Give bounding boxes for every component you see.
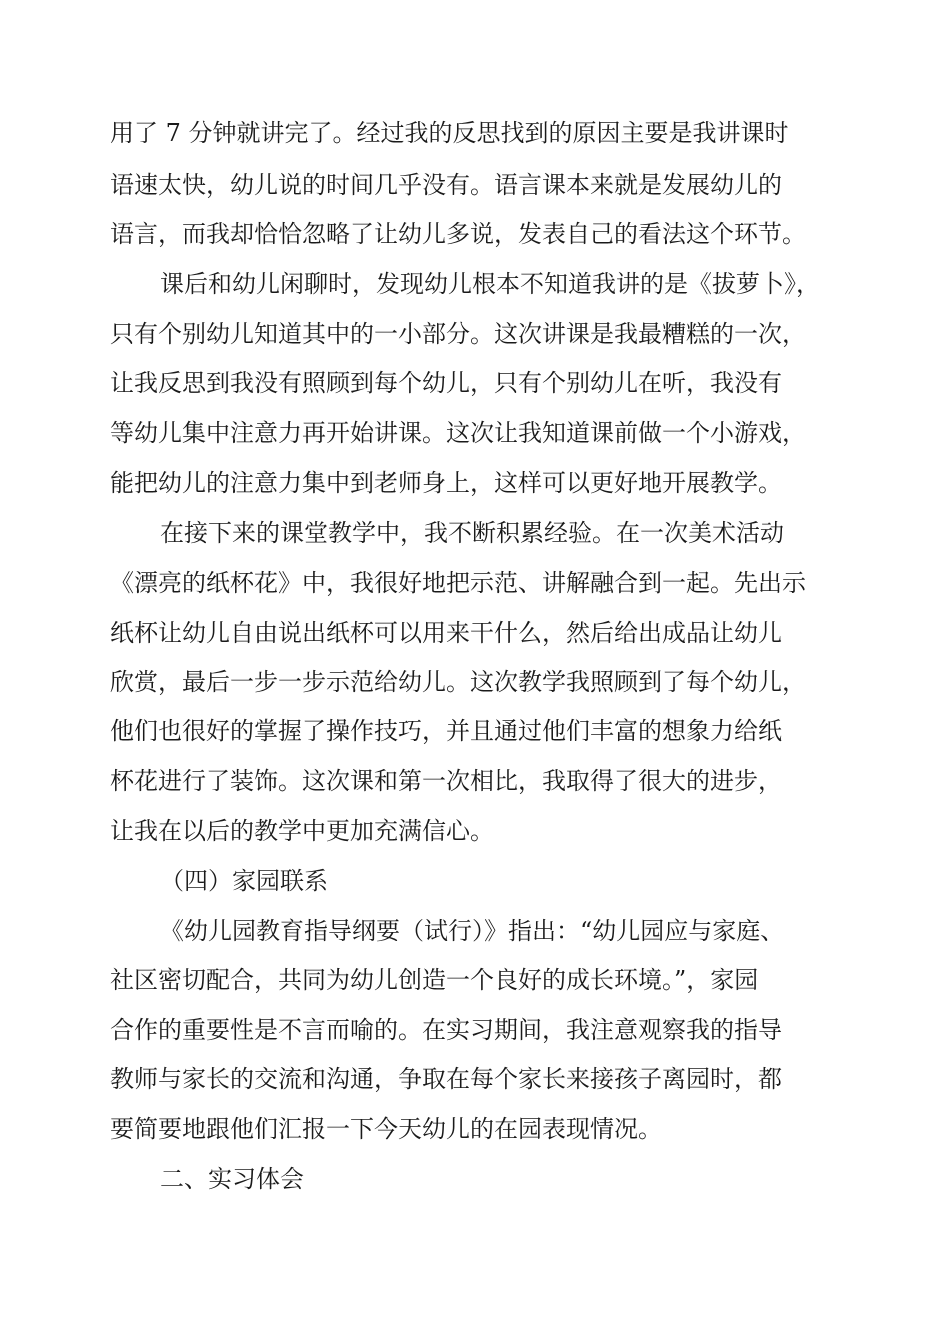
text-line: 语言，而我却恰恰忽略了让幼儿多说，发表自己的看法这个环节。 (110, 220, 806, 248)
text-line: 纸杯让幼儿自由说出纸杯可以用来干什么，然后给出成品让幼儿 (110, 619, 782, 647)
text-line: 等幼儿集中注意力再开始讲课。这次让我知道课前做一个小游戏， (110, 419, 806, 447)
chapter-heading: 二、实习体会 (160, 1165, 304, 1193)
text-line: 在接下来的课堂教学中，我不断积累经验。在一次美术活动 (160, 519, 784, 547)
text-line: 语速太快，幼儿说的时间几乎没有。语言课本来就是发展幼儿的 (110, 171, 782, 199)
text-line: 课后和幼儿闲聊时，发现幼儿根本不知道我讲的是《拔萝卜》， (160, 270, 820, 298)
text-line: 只有个别幼儿知道其中的一小部分。这次讲课是我最糟糕的一次， (110, 320, 806, 348)
text-line: 让我反思到我没有照顾到每个幼儿，只有个别幼儿在听，我没有 (110, 369, 782, 397)
text-line: 《漂亮的纸杯花》中，我很好地把示范、讲解融合到一起。先出示 (110, 569, 806, 597)
text-line: 合作的重要性是不言而喻的。在实习期间，我注意观察我的指导 (110, 1016, 782, 1044)
text-line: 能把幼儿的注意力集中到老师身上，这样可以更好地开展教学。 (110, 469, 782, 497)
text-line: 《幼儿园教育指导纲要（试行）》指出：“幼儿园应与家庭、 (160, 917, 785, 945)
text-line: 社区密切配合，共同为幼儿创造一个良好的成长环境。”，家园 (110, 966, 759, 994)
text-line: 要简要地跟他们汇报一下今天幼儿的在园表现情况。 (110, 1115, 662, 1143)
text-line: 杯花进行了装饰。这次课和第一次相比，我取得了很大的进步， (110, 767, 782, 795)
text-line: 让我在以后的教学中更加充满信心。 (110, 817, 494, 845)
text-line: 教师与家长的交流和沟通，争取在每个家长来接孩子离园时，都 (110, 1065, 782, 1093)
text-line: 用了 7 分钟就讲完了。经过我的反思找到的原因主要是我讲课时 (110, 119, 789, 147)
section-heading: （四）家园联系 (160, 867, 328, 895)
text-line: 欣赏，最后一步一步示范给幼儿。这次教学我照顾到了每个幼儿， (110, 668, 806, 696)
text-line: 他们也很好的掌握了操作技巧，并且通过他们丰富的想象力给纸 (110, 717, 782, 745)
